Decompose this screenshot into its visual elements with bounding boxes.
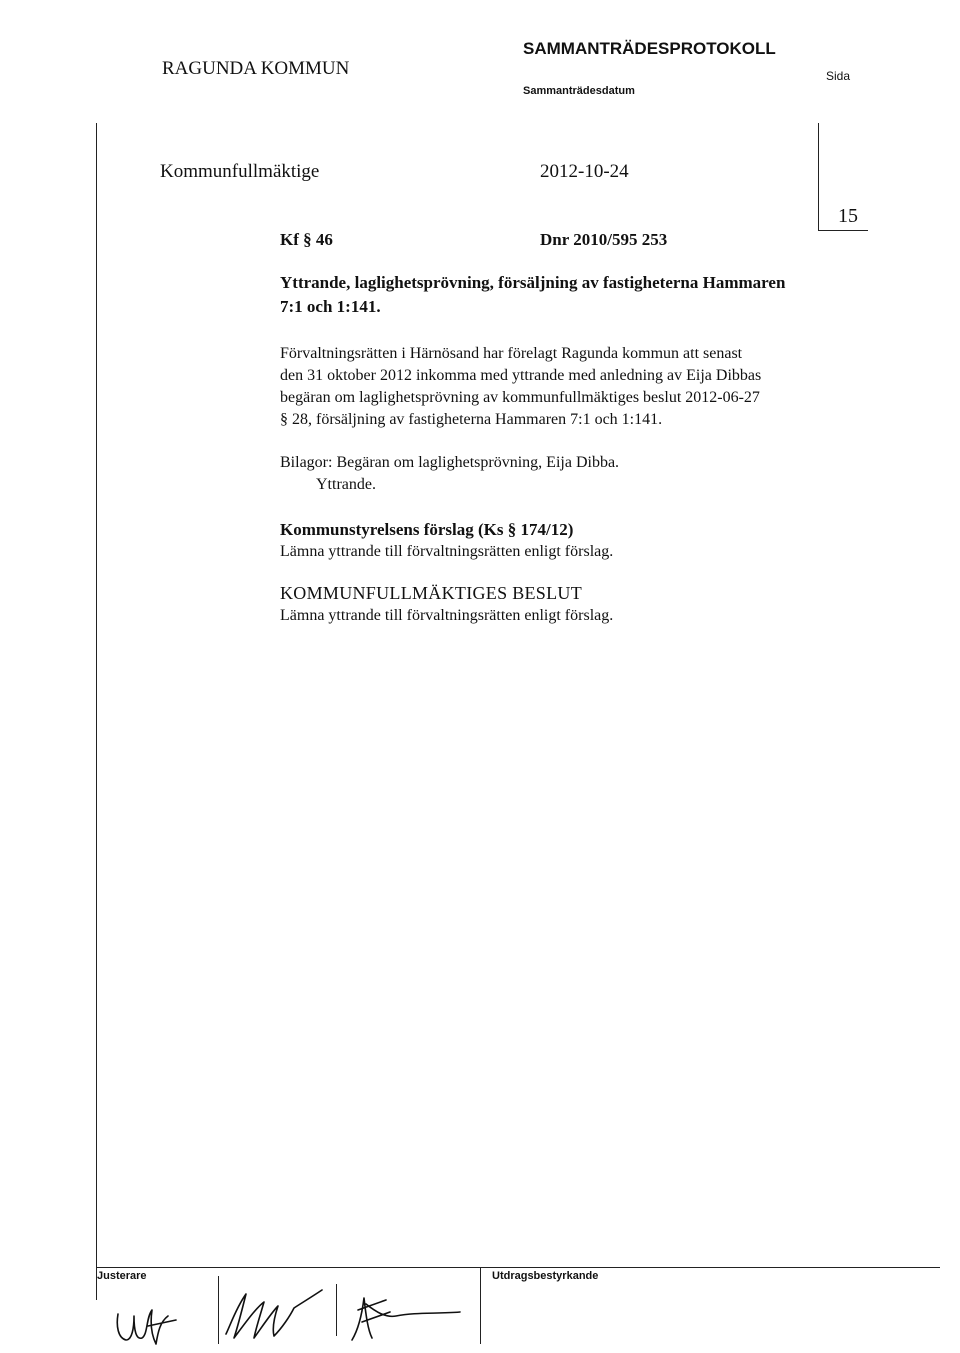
subject-line: Yttrande, laglighetsprövning, försäljning av fastigheterna Hammaren	[280, 273, 786, 292]
decision-heading: KOMMUNFULLMÄKTIGES BESLUT	[280, 583, 583, 603]
item-body-text	[280, 343, 761, 431]
meeting-date: 2012-10-24	[540, 161, 629, 182]
page-number: 15	[838, 205, 858, 227]
signature-initials-2	[226, 1290, 322, 1338]
page-label: Sida	[826, 69, 851, 83]
item-subject	[280, 271, 785, 319]
signature-separator	[480, 1268, 481, 1344]
decision-text: Lämna yttrande till förvaltningsrätten enligt förslag.	[280, 607, 614, 624]
signature-initials-3	[352, 1298, 460, 1340]
attachments-label: Bilagor: Begäran om laglighetsprövning, Eija Dibba.	[280, 454, 620, 471]
attachments-extra: Yttrande.	[316, 476, 376, 493]
footer-rule	[96, 1267, 940, 1268]
signature-initials-1	[117, 1310, 176, 1344]
adjusters-label: Justerare	[97, 1270, 147, 1282]
attachments	[280, 452, 619, 496]
body-line: Förvaltningsrätten i Härnösand har förelagt Ragunda kommun att senast	[280, 345, 743, 362]
organization-name: RAGUNDA KOMMUN	[162, 58, 350, 79]
header-right-rule	[818, 123, 819, 231]
meeting-date-label: Sammanträdesdatum	[523, 85, 635, 97]
body-name: Kommunfullmäktige	[160, 161, 320, 182]
body-line: § 28, försäljning av fastigheterna Hammaren 7:1 och 1:141.	[280, 411, 663, 428]
subject-line: 7:1 och 1:141.	[280, 297, 381, 316]
extract-certification-label: Utdragsbestyrkande	[492, 1270, 599, 1282]
diary-number: Dnr 2010/595 253	[540, 230, 668, 249]
protocol-title: SAMMANTRÄDESPROTOKOLL	[523, 39, 776, 58]
adjuster-signatures	[96, 1282, 480, 1352]
page-number-rule	[818, 230, 868, 231]
proposal-text: Lämna yttrande till förvaltningsrätten enligt förslag.	[280, 543, 614, 560]
body-line: den 31 oktober 2012 inkomma med yttrande med anledning av Eija Dibbas	[280, 367, 762, 384]
body-line: begäran om laglighetsprövning av kommunfullmäktiges beslut 2012-06-27	[280, 389, 760, 406]
paragraph-reference: Kf § 46	[280, 230, 333, 249]
proposal-heading: Kommunstyrelsens förslag (Ks § 174/12)	[280, 520, 574, 539]
left-margin-rule	[96, 123, 97, 1300]
